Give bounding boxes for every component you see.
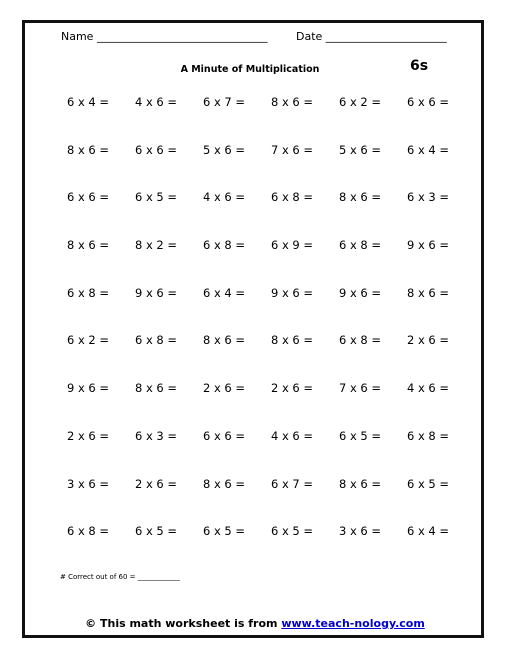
footer-link[interactable]: www.teach-nology.com — [281, 617, 425, 630]
problem-cell: 6 x 4 = — [407, 142, 450, 157]
problem-cell: 8 x 6 = — [203, 476, 246, 491]
header-row — [40, 30, 460, 46]
problem-cell: 6 x 6 = — [135, 142, 178, 157]
problem-cell: 7 x 6 = — [271, 142, 314, 157]
problem-cell: 6 x 7 = — [271, 476, 314, 491]
problem-cell: 3 x 6 = — [339, 524, 382, 539]
problem-cell: 8 x 6 = — [271, 333, 314, 348]
problem-cell: 6 x 3 = — [407, 190, 450, 205]
problem-cell: 8 x 6 = — [203, 333, 246, 348]
footer-prefix: © This math worksheet is from — [85, 617, 282, 630]
problem-cell: 8 x 6 = — [67, 238, 110, 253]
problem-cell: 2 x 6 = — [135, 476, 178, 491]
problem-cell: 6 x 2 = — [67, 333, 110, 348]
problem-cell: 3 x 6 = — [67, 476, 110, 491]
problem-cell: 6 x 8 = — [135, 333, 178, 348]
problem-cell: 6 x 5 = — [203, 524, 246, 539]
footer-credit — [0, 617, 510, 630]
problem-cell: 6 x 8 = — [339, 238, 382, 253]
problem-cell: 2 x 6 = — [407, 333, 450, 348]
problem-cell: 8 x 2 = — [135, 238, 178, 253]
problem-cell: 7 x 6 = — [339, 381, 382, 396]
problem-cell: 6 x 8 = — [339, 333, 382, 348]
problem-cell: 6 x 6 = — [67, 190, 110, 205]
problem-cell: 4 x 6 = — [407, 381, 450, 396]
problem-cell: 5 x 6 = — [203, 142, 246, 157]
problem-cell: 6 x 5 = — [339, 428, 382, 443]
problem-cell: 2 x 6 = — [271, 381, 314, 396]
problem-cell: 6 x 5 = — [271, 524, 314, 539]
problem-cell: 8 x 6 = — [135, 381, 178, 396]
times-table-badge: 6s — [410, 58, 429, 74]
problem-cell: 4 x 6 = — [135, 95, 178, 109]
problem-grid — [56, 95, 466, 572]
problem-cell: 6 x 8 = — [271, 190, 314, 205]
problem-cell: 6 x 5 = — [135, 524, 178, 539]
problem-cell: 6 x 8 = — [67, 285, 110, 300]
problem-cell: 6 x 2 = — [339, 95, 382, 109]
problem-cell: 8 x 6 = — [271, 95, 314, 109]
problem-cell: 9 x 6 = — [67, 381, 110, 396]
problem-cell: 6 x 4 = — [67, 95, 110, 109]
problem-cell: 9 x 6 = — [407, 238, 450, 253]
problem-cell: 9 x 6 = — [339, 285, 382, 300]
score-line: # Correct out of 60 = ____________ — [60, 573, 180, 581]
problem-cell: 6 x 3 = — [135, 428, 178, 443]
problem-cell: 6 x 4 = — [203, 285, 246, 300]
problem-cell: 4 x 6 = — [203, 190, 246, 205]
problem-cell: 4 x 6 = — [271, 428, 314, 443]
problem-cell: 6 x 5 = — [407, 476, 450, 491]
problem-cell: 8 x 6 = — [67, 142, 110, 157]
problem-cell: 6 x 5 = — [135, 190, 178, 205]
problem-cell: 8 x 6 = — [339, 476, 382, 491]
name-field-label: Name _______________________________ — [61, 30, 268, 43]
worksheet-title: A Minute of Multiplication — [180, 64, 320, 75]
problem-cell: 6 x 6 = — [407, 95, 450, 109]
problem-cell: 5 x 6 = — [339, 142, 382, 157]
problem-cell: 6 x 8 = — [407, 428, 450, 443]
problem-cell: 6 x 8 = — [203, 238, 246, 253]
problem-cell: 9 x 6 = — [135, 285, 178, 300]
problem-cell: 6 x 8 = — [67, 524, 110, 539]
problem-cell: 9 x 6 = — [271, 285, 314, 300]
problem-cell: 8 x 6 = — [339, 190, 382, 205]
date-field-label: Date ______________________ — [296, 30, 447, 43]
problem-cell: 2 x 6 = — [67, 428, 110, 443]
problem-cell: 2 x 6 = — [203, 381, 246, 396]
problem-cell: 6 x 4 = — [407, 524, 450, 539]
problem-cell: 6 x 9 = — [271, 238, 314, 253]
problem-cell: 6 x 7 = — [203, 95, 246, 109]
problem-cell: 6 x 6 = — [203, 428, 246, 443]
problem-cell: 8 x 6 = — [407, 285, 450, 300]
